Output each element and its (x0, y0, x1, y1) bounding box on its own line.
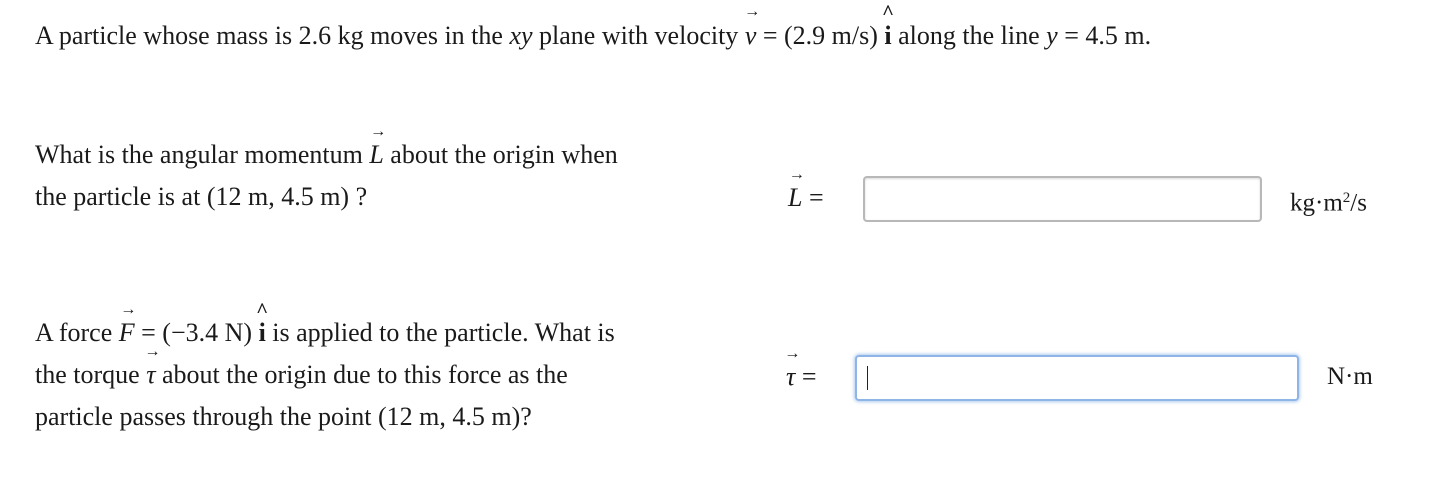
problem-statement (35, 0, 1152, 58)
xy-symbol: xy (509, 21, 533, 50)
intro-text-2: plane with velocity (532, 21, 745, 50)
q2-line-1: A force F → = (−3.4 N) i ^ is applied to the particle. What is (35, 312, 695, 354)
torque-unit: N·m (1327, 363, 1373, 390)
force-vector-symbol: F → (118, 301, 137, 347)
q2-line-3: particle passes through the point (12 m, 4.5 m)? (35, 402, 532, 431)
torque-answer-input[interactable] (855, 355, 1299, 401)
angular-momentum-vector-symbol: L → (369, 123, 387, 169)
q2-line-2: the torque τ → about the origin due to this force as the (35, 354, 695, 396)
velocity-vector-symbol: v → (744, 3, 761, 50)
intro-text-5: = 4.5 m. (1057, 21, 1152, 50)
q1-line-1: What is the angular momentum L → about the origin when (35, 134, 695, 176)
intro-text-1: A particle whose mass is 2.6 kg moves in the (35, 21, 510, 50)
intro-text-3: = (2.9 m/s) (756, 21, 885, 50)
q1-line-2: the particle is at (12 m, 4.5 m) ? (35, 182, 368, 211)
i-hat-unit-vector: i ^ (881, 0, 895, 50)
torque-answer-label: τ → = (784, 345, 817, 391)
y-symbol: y (1046, 21, 1058, 50)
question-angular-momentum (35, 123, 695, 218)
angular-momentum-answer-input[interactable] (863, 176, 1262, 222)
i-hat-unit-vector: i ^ (256, 298, 269, 347)
angular-momentum-answer-label: L → = (788, 166, 824, 212)
angular-momentum-unit: $kg\cdot m^2/s$ (1290, 189, 1367, 217)
intro-text-4: along the line (891, 21, 1047, 50)
torque-vector-symbol: τ → (144, 343, 161, 389)
question-torque (35, 298, 695, 438)
text-cursor (867, 366, 868, 390)
